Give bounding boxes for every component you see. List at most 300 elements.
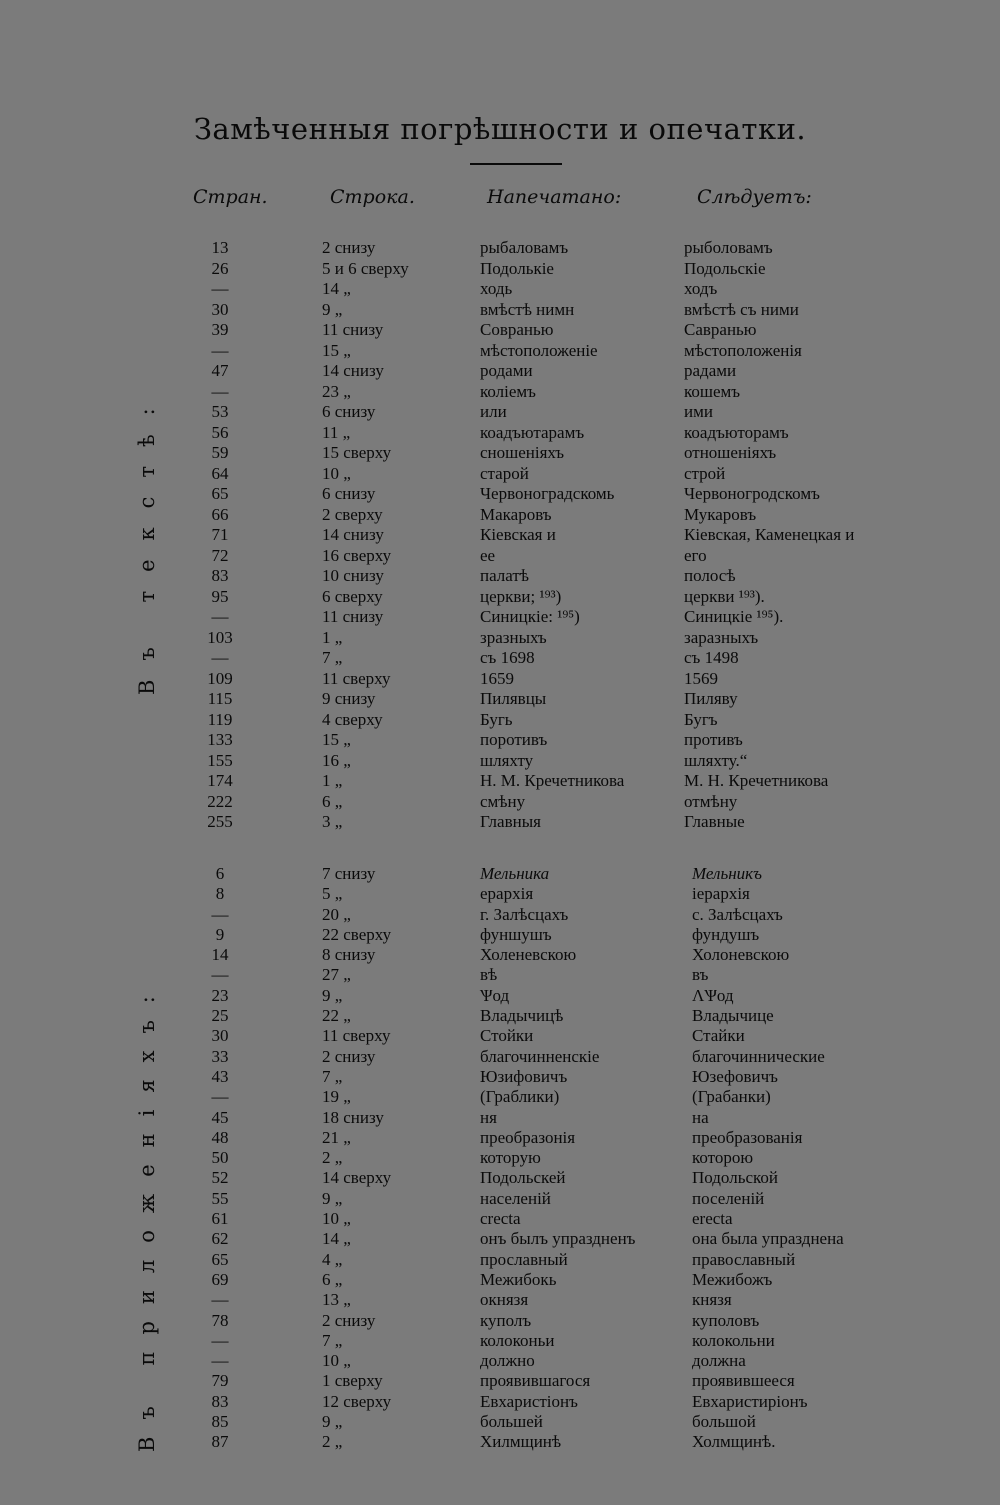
- cell-line: 2 снизу: [322, 238, 376, 257]
- cell-page: 6: [215, 864, 225, 883]
- cell-should: Кіевская, Каменецкая и: [684, 525, 855, 544]
- cell-printed: 1659: [480, 668, 514, 688]
- cell-line: 21 „: [322, 1127, 351, 1147]
- cell-should: заразныхъ: [684, 627, 759, 647]
- cell-page: 30: [211, 299, 229, 319]
- cell-page: 59: [211, 443, 229, 462]
- cell-printed: коліемъ: [480, 381, 536, 401]
- cell-printed: онъ былъ упраздненъ: [480, 1229, 636, 1249]
- table-row: [0, 566, 1000, 587]
- cell-page: 62: [211, 1229, 229, 1249]
- cell-should: мѣстоположенія: [684, 340, 802, 360]
- cell-page: —: [211, 279, 229, 298]
- cell-page: 52: [211, 1168, 229, 1188]
- header-printed: Напечатано:: [487, 186, 622, 208]
- table-row: [0, 945, 1000, 965]
- page-title: Замѣченныя погрѣшности и опечатки.: [193, 112, 807, 146]
- table-row: [0, 1229, 1000, 1249]
- errata-table-text: [0, 238, 1000, 833]
- cell-should: Подольскіе: [684, 258, 766, 278]
- cell-printed: прославный: [480, 1249, 568, 1269]
- table-row: [0, 546, 1000, 567]
- table-row: [0, 1209, 1000, 1229]
- cell-should: Савранью: [684, 320, 757, 339]
- table-row: [0, 1371, 1000, 1391]
- cell-line: 14 „: [322, 1229, 351, 1249]
- cell-page: 79: [211, 1371, 229, 1391]
- cell-line: 11 сверху: [322, 1026, 391, 1046]
- table-row: [0, 382, 1000, 403]
- cell-line: 2 сверху: [322, 504, 383, 524]
- table-row: [0, 423, 1000, 444]
- cell-page: 30: [211, 1026, 229, 1046]
- cell-should: шляхту.“: [684, 750, 748, 770]
- table-row: [0, 525, 1000, 546]
- table-row: [0, 238, 1000, 259]
- cell-printed: коадъютарамъ: [480, 422, 585, 442]
- cell-should: іерархія: [692, 884, 750, 904]
- table-row: [0, 402, 1000, 423]
- cell-page: —: [211, 340, 229, 360]
- cell-page: 50: [211, 1148, 229, 1168]
- cell-page: 72: [211, 545, 229, 565]
- cell-printed: Межибокь: [480, 1269, 557, 1289]
- cell-should: должна: [692, 1351, 746, 1371]
- cell-line: 15 „: [322, 730, 351, 749]
- cell-page: 13: [211, 238, 229, 257]
- cell-should: М. Н. Кречетникова: [684, 771, 829, 790]
- cell-page: —: [211, 965, 229, 985]
- cell-line: 9 „: [322, 299, 343, 319]
- cell-line: 27 „: [322, 965, 351, 985]
- cell-should: проявившееся: [692, 1371, 795, 1391]
- table-row: [0, 648, 1000, 669]
- cell-line: 6 сверху: [322, 586, 383, 606]
- cell-printed: населеній: [480, 1188, 551, 1208]
- cell-should: фундушъ: [692, 924, 760, 944]
- cell-should: Главные: [684, 812, 745, 831]
- cell-printed: г. Залѣсцахъ: [480, 904, 569, 924]
- cell-printed: Бугь: [480, 709, 513, 729]
- cell-printed: crecta: [480, 1209, 521, 1229]
- cell-page: 133: [207, 730, 233, 749]
- cell-printed: ее: [480, 545, 496, 565]
- cell-should: въ: [692, 965, 709, 985]
- table-row: [0, 505, 1000, 526]
- cell-line: 7 „: [322, 648, 343, 667]
- cell-line: 2 „: [322, 1148, 343, 1168]
- cell-line: 6 „: [322, 1269, 343, 1289]
- cell-line: 15 „: [322, 340, 351, 360]
- cell-should: противъ: [684, 730, 743, 749]
- table-row: [0, 484, 1000, 505]
- cell-line: 4 „: [322, 1249, 343, 1269]
- table-row: [0, 710, 1000, 731]
- cell-printed: рыбаловамъ: [480, 238, 569, 257]
- header-line: Строка.: [330, 186, 415, 208]
- table-row: [0, 1128, 1000, 1148]
- cell-page: —: [211, 1087, 229, 1107]
- cell-page: 33: [211, 1046, 229, 1066]
- cell-printed: Подолькіе: [480, 258, 554, 278]
- section-label-appendix: Въ приложеніяхъ:: [135, 979, 159, 1452]
- table-row: [0, 792, 1000, 813]
- cell-line: 14 снизу: [322, 525, 384, 544]
- cell-printed: должно: [480, 1351, 535, 1371]
- cell-page: 255: [207, 812, 233, 831]
- cell-page: 39: [211, 320, 229, 339]
- table-row: [0, 1270, 1000, 1290]
- cell-printed: Н. М. Кречетникова: [480, 771, 625, 790]
- cell-printed: поротивъ: [480, 730, 548, 749]
- cell-page: 47: [211, 361, 229, 380]
- table-row: [0, 905, 1000, 925]
- cell-should: она была упразднена: [692, 1229, 844, 1249]
- cell-page: 53: [211, 402, 229, 421]
- cell-printed: Юзифовичъ: [480, 1066, 568, 1086]
- cell-page: 174: [207, 771, 233, 790]
- cell-page: —: [211, 904, 229, 924]
- cell-printed: Кіевская и: [480, 525, 556, 544]
- table-row: [0, 689, 1000, 710]
- cell-printed: Червоноградскомь: [480, 484, 615, 503]
- cell-should: Мукаровъ: [684, 504, 757, 524]
- table-row: [0, 1087, 1000, 1107]
- cell-printed: старой: [480, 463, 529, 483]
- cell-page: —: [211, 381, 229, 401]
- cell-should: Холоневскою: [692, 945, 790, 965]
- cell-page: 14: [211, 945, 229, 965]
- cell-should: (Грабанки): [692, 1087, 771, 1107]
- cell-should: полосѣ: [684, 566, 736, 585]
- cell-line: 3 „: [322, 812, 343, 831]
- cell-printed: церкви; ¹⁹³): [480, 586, 562, 606]
- cell-page: 8: [215, 884, 225, 904]
- cell-should: Подольской: [692, 1168, 778, 1188]
- cell-line: 6 снизу: [322, 484, 376, 503]
- cell-line: 1 сверху: [322, 1371, 383, 1391]
- cell-line: 15 сверху: [322, 443, 392, 462]
- cell-printed: или: [480, 402, 507, 421]
- table-row: [0, 864, 1000, 884]
- table-row: [0, 259, 1000, 280]
- cell-page: 95: [211, 586, 229, 606]
- cell-line: 18 снизу: [322, 1107, 384, 1127]
- cell-printed: колоконьи: [480, 1330, 555, 1350]
- cell-printed: вмѣстѣ нимн: [480, 299, 575, 319]
- cell-printed: Хилмщинѣ: [480, 1432, 562, 1452]
- cell-line: 11 снизу: [322, 320, 384, 339]
- table-row: [0, 300, 1000, 321]
- table-row: [0, 1351, 1000, 1371]
- cell-should: куполовъ: [692, 1310, 760, 1330]
- cell-should: которою: [692, 1148, 754, 1168]
- cell-should: Владычице: [692, 1006, 774, 1026]
- cell-printed: Владычицѣ: [480, 1006, 564, 1026]
- cell-page: 43: [211, 1066, 229, 1086]
- title-divider: [470, 163, 562, 165]
- cell-page: 65: [211, 1249, 229, 1269]
- cell-line: 1 „: [322, 771, 343, 790]
- cell-page: 69: [211, 1269, 229, 1289]
- table-row: [0, 884, 1000, 904]
- cell-printed: съ 1698: [480, 648, 535, 667]
- cell-should: рыболовамъ: [684, 238, 773, 257]
- cell-printed: палатѣ: [480, 566, 530, 585]
- table-row: [0, 1392, 1000, 1412]
- table-row: [0, 925, 1000, 945]
- cell-should: кошемъ: [684, 381, 741, 401]
- table-row: [0, 607, 1000, 628]
- cell-printed: ня: [480, 1107, 497, 1127]
- cell-printed: Стойки: [480, 1026, 534, 1046]
- cell-printed: сношеніяхъ: [480, 443, 565, 462]
- cell-printed: Синицкіе: ¹⁹⁵): [480, 607, 580, 626]
- cell-should: отмѣну: [684, 791, 738, 811]
- cell-printed: ерархія: [480, 884, 534, 904]
- table-row: [0, 1189, 1000, 1209]
- cell-should: ΛѰод: [692, 985, 734, 1005]
- cell-line: 12 сверху: [322, 1391, 392, 1411]
- cell-page: 83: [211, 1391, 229, 1411]
- cell-printed: Холеневскою: [480, 945, 577, 965]
- cell-line: 11 сверху: [322, 668, 391, 688]
- cell-line: 8 снизу: [322, 945, 376, 965]
- cell-printed: вѣ: [480, 965, 498, 985]
- cell-page: 65: [211, 484, 229, 503]
- cell-printed: шляхту: [480, 750, 534, 770]
- table-row: [0, 464, 1000, 485]
- cell-page: 109: [207, 668, 233, 688]
- cell-printed: Подольскей: [480, 1168, 566, 1188]
- cell-printed: проявившагося: [480, 1371, 591, 1391]
- cell-line: 2 снизу: [322, 1310, 376, 1330]
- cell-line: 19 „: [322, 1087, 351, 1107]
- cell-page: —: [211, 1330, 229, 1350]
- cell-page: —: [211, 1290, 229, 1310]
- table-row: [0, 986, 1000, 1006]
- cell-page: —: [211, 1351, 229, 1371]
- cell-should: Пиляву: [684, 689, 738, 708]
- table-row: [0, 1432, 1000, 1452]
- cell-line: 9 снизу: [322, 689, 376, 708]
- cell-should: Евхаристиріонъ: [692, 1391, 808, 1411]
- cell-should: вмѣстѣ съ ними: [684, 299, 799, 319]
- cell-should: коадъюторамъ: [684, 422, 789, 442]
- table-row: [0, 341, 1000, 362]
- cell-should: Бугъ: [684, 709, 718, 729]
- cell-line: 1 „: [322, 627, 343, 647]
- cell-line: 4 сверху: [322, 709, 383, 729]
- cell-should: Межибожъ: [692, 1269, 773, 1289]
- cell-page: 56: [211, 422, 229, 442]
- cell-line: 10 „: [322, 1351, 351, 1371]
- cell-line: 6 „: [322, 791, 343, 811]
- cell-printed: мѣстоположеніе: [480, 340, 598, 360]
- table-row: [0, 1067, 1000, 1087]
- cell-page: 55: [211, 1188, 229, 1208]
- table-row: [0, 751, 1000, 772]
- table-row: [0, 443, 1000, 464]
- cell-line: 13 „: [322, 1290, 351, 1310]
- cell-should: Стайки: [692, 1026, 745, 1046]
- cell-line: 11 снизу: [322, 607, 384, 626]
- cell-printed: фуншушъ: [480, 924, 552, 944]
- table-row: [0, 1168, 1000, 1188]
- cell-should: колокольни: [692, 1330, 775, 1350]
- cell-printed: ходь: [480, 279, 513, 298]
- cell-should: большой: [692, 1412, 756, 1432]
- cell-page: 45: [211, 1107, 229, 1127]
- cell-should: строй: [684, 463, 726, 483]
- cell-page: 66: [211, 504, 229, 524]
- cell-printed: Совранью: [480, 320, 554, 339]
- cell-line: 22 сверху: [322, 924, 392, 944]
- cell-page: 119: [207, 709, 233, 729]
- cell-printed: Евхаристіонъ: [480, 1391, 578, 1411]
- cell-line: 22 „: [322, 1006, 351, 1026]
- cell-page: 61: [211, 1209, 229, 1229]
- table-row: [0, 1026, 1000, 1046]
- cell-printed: смѣну: [480, 791, 526, 811]
- table-row: [0, 1108, 1000, 1128]
- cell-page: 115: [207, 689, 233, 708]
- cell-line: 10 „: [322, 463, 351, 483]
- cell-page: 23: [211, 985, 229, 1005]
- table-row: [0, 771, 1000, 792]
- table-row: [0, 1311, 1000, 1331]
- table-row: [0, 1047, 1000, 1067]
- cell-should: с. Залѣсцахъ: [692, 904, 783, 924]
- cell-line: 20 „: [322, 904, 351, 924]
- cell-line: 5 и 6 сверху: [322, 258, 409, 278]
- cell-printed: Главныя: [480, 812, 541, 831]
- cell-should: Холмщинѣ.: [692, 1432, 776, 1452]
- table-row: [0, 965, 1000, 985]
- cell-line: 10 „: [322, 1209, 351, 1229]
- table-row: [0, 628, 1000, 649]
- table-row: [0, 1006, 1000, 1026]
- cell-should: поселеній: [692, 1188, 765, 1208]
- cell-page: 25: [211, 1006, 229, 1026]
- cell-page: 222: [207, 791, 233, 811]
- cell-page: —: [211, 648, 229, 667]
- cell-line: 2 „: [322, 1432, 343, 1452]
- cell-should: Юзефовичъ: [692, 1066, 778, 1086]
- cell-line: 11 „: [322, 422, 351, 442]
- cell-page: 48: [211, 1127, 229, 1147]
- cell-should: на: [692, 1107, 709, 1127]
- cell-should: его: [684, 545, 707, 565]
- cell-page: 83: [211, 566, 229, 585]
- cell-line: 16 сверху: [322, 545, 392, 565]
- cell-page: 87: [211, 1432, 229, 1452]
- table-row: [0, 1331, 1000, 1351]
- cell-page: 155: [207, 750, 233, 770]
- cell-printed: зразныхъ: [480, 627, 547, 647]
- cell-page: 26: [211, 258, 229, 278]
- cell-should: князя: [692, 1290, 732, 1310]
- cell-page: 71: [211, 525, 229, 544]
- cell-should: православный: [692, 1249, 796, 1269]
- cell-line: 9 „: [322, 1412, 343, 1432]
- cell-printed: окнязя: [480, 1290, 529, 1310]
- cell-should: радами: [684, 361, 737, 380]
- cell-printed: преобразонія: [480, 1127, 576, 1147]
- cell-should: 1569: [684, 668, 718, 688]
- cell-should: благочиннические: [692, 1046, 825, 1066]
- cell-line: 14 сверху: [322, 1168, 392, 1188]
- cell-should: церкви ¹⁹³).: [684, 586, 765, 606]
- cell-should: erecta: [692, 1209, 733, 1229]
- cell-should: ими: [684, 402, 713, 421]
- cell-line: 9 „: [322, 985, 343, 1005]
- cell-line: 14 снизу: [322, 361, 384, 380]
- cell-should: съ 1498: [684, 648, 739, 667]
- cell-page: 85: [211, 1412, 229, 1432]
- cell-printed: благочинненскіе: [480, 1046, 600, 1066]
- cell-printed: куполъ: [480, 1310, 532, 1330]
- table-row: [0, 1148, 1000, 1168]
- cell-should: Синицкіе ¹⁹⁵).: [684, 607, 784, 626]
- table-row: [0, 320, 1000, 341]
- cell-page: 9: [215, 924, 225, 944]
- table-row: [0, 1290, 1000, 1310]
- cell-printed: Макаровъ: [480, 504, 552, 524]
- cell-page: 64: [211, 463, 229, 483]
- cell-line: 2 снизу: [322, 1046, 376, 1066]
- header-page: Стран.: [193, 186, 268, 208]
- cell-line: 6 снизу: [322, 402, 376, 421]
- table-row: [0, 1412, 1000, 1432]
- cell-printed: (Граблики): [480, 1087, 560, 1107]
- cell-line: 16 „: [322, 750, 351, 770]
- errata-table-appendix: [0, 864, 1000, 1453]
- table-row: [0, 279, 1000, 300]
- cell-line: 7 снизу: [322, 864, 376, 883]
- cell-line: 5 „: [322, 884, 343, 904]
- cell-printed: Пилявцы: [480, 689, 547, 708]
- cell-line: 14 „: [322, 279, 351, 298]
- cell-printed: родами: [480, 361, 533, 380]
- cell-should: Червоногродскомъ: [684, 484, 820, 503]
- cell-printed: большей: [480, 1412, 543, 1432]
- cell-line: 9 „: [322, 1188, 343, 1208]
- cell-printed: Мельника: [480, 864, 550, 883]
- header-should: Слѣдуетъ:: [697, 186, 812, 208]
- section-label-text: Въ текстѣ:: [135, 389, 159, 695]
- cell-line: 10 снизу: [322, 566, 384, 585]
- cell-should: ходъ: [684, 279, 718, 298]
- cell-page: —: [211, 607, 229, 626]
- table-row: [0, 587, 1000, 608]
- table-row: [0, 361, 1000, 382]
- cell-line: 23 „: [322, 381, 351, 401]
- cell-page: 78: [211, 1310, 229, 1330]
- cell-should: Мельникъ: [692, 864, 762, 883]
- table-row: [0, 669, 1000, 690]
- cell-should: отношеніяхъ: [684, 443, 777, 462]
- cell-should: преобразованія: [692, 1127, 803, 1147]
- table-row: [0, 1250, 1000, 1270]
- table-row: [0, 812, 1000, 833]
- cell-printed: Ѱод: [480, 985, 510, 1005]
- table-row: [0, 730, 1000, 751]
- cell-line: 7 „: [322, 1066, 343, 1086]
- cell-line: 7 „: [322, 1330, 343, 1350]
- cell-printed: которую: [480, 1148, 541, 1168]
- cell-page: 103: [207, 627, 233, 647]
